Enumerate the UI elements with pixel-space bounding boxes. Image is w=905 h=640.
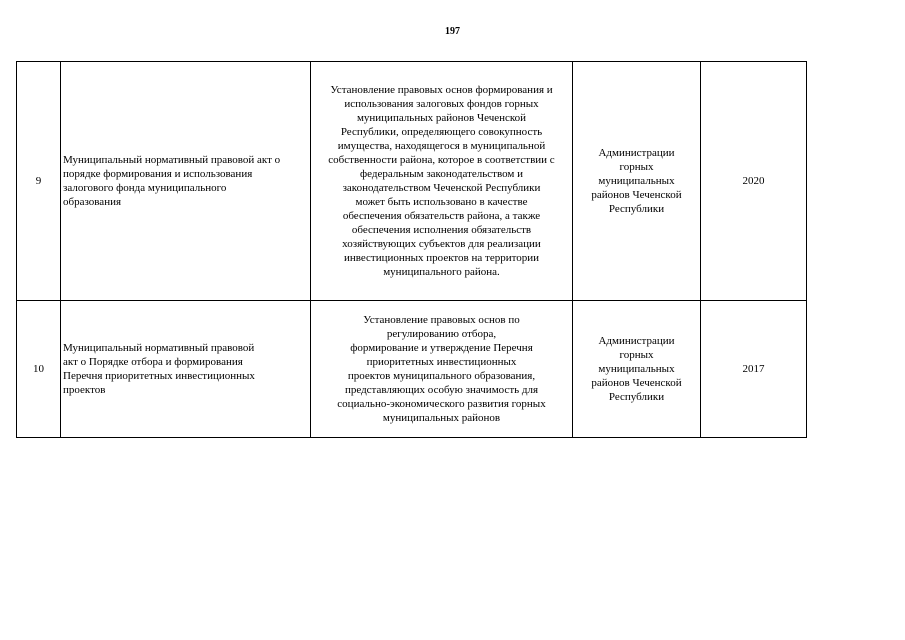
document-name-cell: Муниципальный нормативный правовой акт о порядке формирования и использования залогового фонда муниципального образования (61, 62, 311, 301)
year-cell: 2020 (701, 62, 807, 301)
description-cell: Установление правовых основ формирования и использования залоговых фондов горных муниципальных районов Чеченской Республики, определяющего совокупность имущества, находящегося в муниципальной собственности района, которое в соответствии с федеральным законодательством и законодательством Чеченской Республики может быть использовано в качестве обеспечения обязательств района, а также обеспечения исполнения обязательств хозяйствующих субъектов для реализации инвестиционных проектов на территории муниципального района. (311, 62, 573, 301)
document-name-cell: Муниципальный нормативный правовой акт о Порядке отбора и формирования Перечня приоритетных инвестиционных проектов (61, 301, 311, 438)
description-cell: Установление правовых основ по регулированию отбора, формирование и утверждение Перечня приоритетных инвестиционных проектов муниципального образования, представляющих особую значимость для социально-экономического развития горных муниципальных районов (311, 301, 573, 438)
row-number-cell: 10 (17, 301, 61, 438)
table-row (17, 62, 807, 301)
executor-cell: Администрации горных муниципальных районов Чеченской Республики (573, 301, 701, 438)
year-cell: 2017 (701, 301, 807, 438)
executor-cell: Администрации горных муниципальных районов Чеченской Республики (573, 62, 701, 301)
measures-table (16, 61, 807, 438)
page-number: 197 (445, 26, 460, 37)
table-row (17, 301, 807, 438)
row-number-cell: 9 (17, 62, 61, 301)
